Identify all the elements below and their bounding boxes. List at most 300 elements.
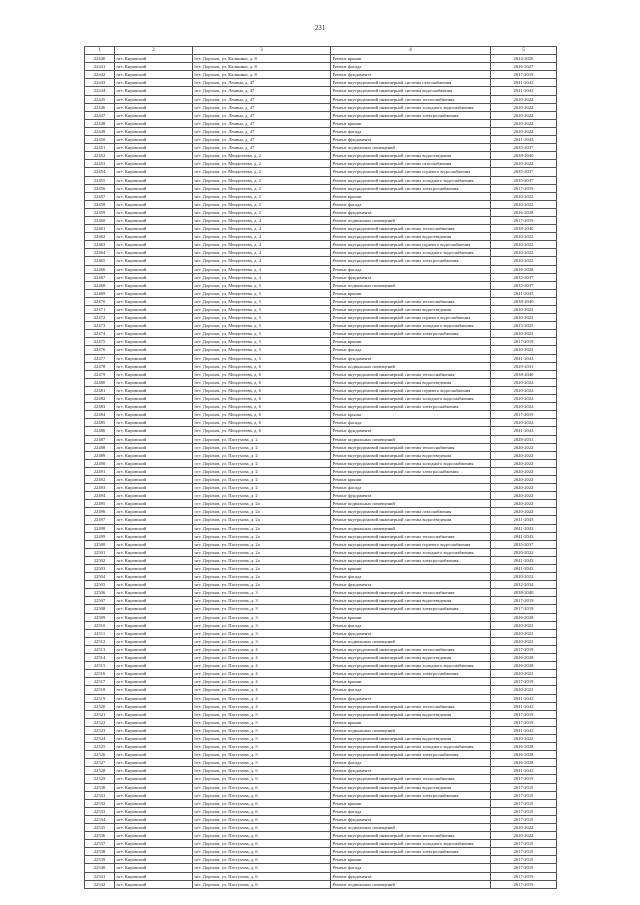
table-row (85, 184, 557, 192)
work-type-cell: Ремонт фундамента (331, 694, 491, 702)
work-type-cell: Ремонт внутридомовой инженерной системы электроснабжения (331, 556, 491, 564)
address-cell: пгт. Дорохов, ул. Менделеева, д. 6 (193, 411, 331, 419)
address-cell: пгт. Дорохов, ул. Ленина, д. 47 (193, 119, 331, 127)
municipality-cell: пгт. Кировский (115, 864, 193, 872)
row-number-cell: 22456 (85, 184, 115, 192)
period-cell: 2020-2022 (491, 621, 557, 629)
period-cell: 2017-2019 (491, 597, 557, 605)
address-cell: пгт. Дорохов, ул. Пастухова, д. 2 (193, 484, 331, 492)
municipality-cell: пгт. Кировский (115, 386, 193, 394)
work-type-cell: Ремонт фасада (331, 621, 491, 629)
municipality-cell: пгт. Кировский (115, 597, 193, 605)
row-number-cell: 22470 (85, 297, 115, 305)
period-cell: 2020-2022 (491, 824, 557, 832)
row-number-cell: 22458 (85, 200, 115, 208)
row-number-cell: 22523 (85, 726, 115, 734)
table-row (85, 136, 557, 144)
municipality-cell: пгт. Кировский (115, 306, 193, 314)
table-row (85, 322, 557, 330)
period-cell: 2017-2019 (491, 411, 557, 419)
period-cell: 2032-2034 (491, 581, 557, 589)
table-row (85, 95, 557, 103)
address-cell: пгт. Дорохов, ул. Пастухова, д. 3 (193, 605, 331, 613)
period-cell: 2020-2022 (491, 451, 557, 459)
work-type-cell: Ремонт фасада (331, 200, 491, 208)
address-cell: пгт. Дорохов, ул. Пастухова, д. 3 (193, 597, 331, 605)
table-row (85, 581, 557, 589)
municipality-cell: пгт. Кировский (115, 378, 193, 386)
municipality-cell: пгт. Кировский (115, 95, 193, 103)
municipality-cell: пгт. Кировский (115, 192, 193, 200)
row-number-cell: 22538 (85, 848, 115, 856)
table-row (85, 532, 557, 540)
work-type-cell: Ремонт подвальных помещений (331, 144, 491, 152)
column-header: 1 (85, 47, 115, 55)
address-cell: пгт. Дорохов, ул. Пастухова, д. 4 (193, 702, 331, 710)
table-row (85, 427, 557, 435)
address-cell: пгт. Дорохов, ул. Пастухова, д. 2а (193, 573, 331, 581)
municipality-cell: пгт. Кировский (115, 759, 193, 767)
period-cell: 2020-2022 (491, 241, 557, 249)
period-cell: 2026-2028 (491, 654, 557, 662)
row-number-cell: 22466 (85, 265, 115, 273)
work-type-cell: Ремонт внутридомовой инженерной системы электроснабжения (331, 257, 491, 265)
work-type-cell: Ремонт внутридомовой инженерной системы водоснабжения (331, 87, 491, 95)
table-row (85, 743, 557, 751)
work-type-cell: Ремонт крыши (331, 565, 491, 573)
address-cell: пгт. Дорохов, ул. Пастухова, д. 6 (193, 872, 331, 880)
row-number-cell: 22532 (85, 799, 115, 807)
row-number-cell: 22497 (85, 516, 115, 524)
municipality-cell: пгт. Кировский (115, 775, 193, 783)
work-type-cell: Ремонт внутридомовой инженерной системы электроснабжения (331, 184, 491, 192)
period-cell: 2017-2019 (491, 678, 557, 686)
work-type-cell: Ремонт внутридомовой инженерной системы горячего водоснабжения (331, 540, 491, 548)
period-cell: 2017-2019 (491, 783, 557, 791)
period-cell: 2017-2019 (491, 840, 557, 848)
municipality-cell: пгт. Кировский (115, 127, 193, 135)
table-row (85, 540, 557, 548)
table-row (85, 492, 557, 500)
municipality-cell: пгт. Кировский (115, 613, 193, 621)
municipality-cell: пгт. Кировский (115, 184, 193, 192)
address-cell: пгт. Дорохов, ул. Пастухова, д. 2 (193, 435, 331, 443)
table-row (85, 216, 557, 224)
period-cell: 2035-2037 (491, 168, 557, 176)
address-cell: пгт. Дорохов, ул. Пастухова, д. 3 (193, 629, 331, 637)
address-cell: пгт. Дорохов, ул. Пастухова, д. 5 (193, 743, 331, 751)
table-row (85, 459, 557, 467)
row-number-cell: 22502 (85, 556, 115, 564)
table-row (85, 192, 557, 200)
table-row (85, 314, 557, 322)
municipality-cell: пгт. Кировский (115, 87, 193, 95)
row-number-cell: 22540 (85, 864, 115, 872)
period-cell: 2017-2019 (491, 71, 557, 79)
table-row (85, 686, 557, 694)
table-row (85, 63, 557, 71)
work-type-cell: Ремонт фундамента (331, 767, 491, 775)
table-row (85, 119, 557, 127)
column-header: 5 (491, 47, 557, 55)
address-cell: пгт. Дорохов, ул. Ленина, д. 47 (193, 103, 331, 111)
work-type-cell: Ремонт внутридомовой инженерной системы водоотведения (331, 710, 491, 718)
address-cell: пгт. Дорохов, ул. Пастухова, д. 4 (193, 662, 331, 670)
table-row (85, 662, 557, 670)
table-row (85, 694, 557, 702)
address-cell: пгт. Дорохов, ул. Менделеева, д. 6 (193, 419, 331, 427)
period-cell: 2017-2019 (491, 872, 557, 880)
municipality-cell: пгт. Кировский (115, 548, 193, 556)
row-number-cell: 22542 (85, 880, 115, 888)
address-cell: пгт. Дорохов, ул. Пастухова, д. 5 (193, 734, 331, 742)
row-number-cell: 22512 (85, 637, 115, 645)
address-cell: пгт. Дорохов, ул. Ленина, д. 47 (193, 87, 331, 95)
work-type-cell: Ремонт внутридомовой инженерной системы газоснабжения (331, 79, 491, 87)
municipality-cell: пгт. Кировский (115, 370, 193, 378)
table-row (85, 524, 557, 532)
work-type-cell: Ремонт фасада (331, 573, 491, 581)
period-cell: 2035-2037 (491, 176, 557, 184)
municipality-cell: пгт. Кировский (115, 791, 193, 799)
row-number-cell: 22527 (85, 759, 115, 767)
municipality-cell: пгт. Кировский (115, 589, 193, 597)
work-type-cell: Ремонт внутридомовой инженерной системы водоотведения (331, 783, 491, 791)
period-cell: 2017-2019 (491, 184, 557, 192)
address-cell: пгт. Дорохов, ул. Пастухова, д. 4 (193, 670, 331, 678)
period-cell: 2020-2022 (491, 419, 557, 427)
municipality-cell: пгт. Кировский (115, 475, 193, 483)
row-number-cell: 22447 (85, 111, 115, 119)
work-type-cell: Ремонт фасада (331, 265, 491, 273)
municipality-cell: пгт. Кировский (115, 322, 193, 330)
period-cell: 2020-2022 (491, 443, 557, 451)
address-cell: пгт. Дорохов, ул. Менделеева, д. 6 (193, 378, 331, 386)
work-type-cell: Ремонт подвальных помещений (331, 362, 491, 370)
work-type-cell: Ремонт крыши (331, 192, 491, 200)
municipality-cell: пгт. Кировский (115, 467, 193, 475)
period-cell: 2017-2019 (491, 815, 557, 823)
address-cell: пгт. Дорохов, ул. Пастухова, д. 3 (193, 613, 331, 621)
table-row (85, 605, 557, 613)
period-cell: 2026-2028 (491, 613, 557, 621)
work-type-cell: Ремонт внутридомовой инженерной системы теплоснабжения (331, 702, 491, 710)
address-cell: пгт. Дорохов, ул. Менделеева, д. 4 (193, 216, 331, 224)
table-row (85, 548, 557, 556)
row-number-cell: 22471 (85, 306, 115, 314)
address-cell: пгт. Дорохов, ул. Пастухова, д. 2 (193, 475, 331, 483)
period-cell: 2041-2043 (491, 354, 557, 362)
work-type-cell: Ремонт фасада (331, 864, 491, 872)
row-number-cell: 22473 (85, 322, 115, 330)
municipality-cell: пгт. Кировский (115, 257, 193, 265)
work-type-cell: Ремонт фасада (331, 346, 491, 354)
work-type-cell: Ремонт внутридомовой инженерной системы электроснабжения (331, 605, 491, 613)
municipality-cell: пгт. Кировский (115, 654, 193, 662)
work-type-cell: Ремонт внутридомовой инженерной системы электроснабжения (331, 751, 491, 759)
row-number-cell: 22472 (85, 314, 115, 322)
row-number-cell: 22517 (85, 678, 115, 686)
municipality-cell: пгт. Кировский (115, 71, 193, 79)
municipality-cell: пгт. Кировский (115, 216, 193, 224)
period-cell: 2041-2043 (491, 726, 557, 734)
table-row (85, 775, 557, 783)
period-cell: 2020-2022 (491, 686, 557, 694)
work-type-cell: Ремонт внутридомовой инженерной системы водоотведения (331, 233, 491, 241)
period-cell: 2020-2022 (491, 459, 557, 467)
row-number-cell: 22446 (85, 103, 115, 111)
municipality-cell: пгт. Кировский (115, 443, 193, 451)
municipality-cell: пгт. Кировский (115, 289, 193, 297)
table-row (85, 241, 557, 249)
work-type-cell: Ремонт внутридомовой инженерной системы горячего водоснабжения (331, 386, 491, 394)
municipality-cell: пгт. Кировский (115, 524, 193, 532)
work-type-cell: Ремонт внутридомовой инженерной системы электроснабжения (331, 467, 491, 475)
address-cell: пгт. Дорохов, ул. Пастухова, д. 3 (193, 589, 331, 597)
municipality-cell: пгт. Кировский (115, 160, 193, 168)
address-cell: пгт. Дорохов, ул. Менделеева, д. 5 (193, 306, 331, 314)
address-cell: пгт. Дорохов, ул. Пастухова, д. 6 (193, 791, 331, 799)
period-cell: 2017-2019 (491, 775, 557, 783)
address-cell: пгт. Дорохов, ул. Менделеева, д. 6 (193, 370, 331, 378)
period-cell: 2020-2022 (491, 192, 557, 200)
work-type-cell: Ремонт внутридомовой инженерной системы водоотведения (331, 654, 491, 662)
address-cell: пгт. Дорохов, ул. Пастухова, д. 3 (193, 621, 331, 629)
address-cell: пгт. Дорохов, ул. Пастухова, д. 5 (193, 718, 331, 726)
table-row (85, 435, 557, 443)
work-type-cell: Ремонт подвальных помещений (331, 500, 491, 508)
period-cell: 2020-2022 (491, 346, 557, 354)
work-type-cell: Ремонт внутридомовой инженерной системы теплоснабжения (331, 95, 491, 103)
table-row (85, 807, 557, 815)
table-row (85, 378, 557, 386)
work-type-cell: Ремонт внутридомовой инженерной системы теплоснабжения (331, 775, 491, 783)
period-cell: 2017-2019 (491, 216, 557, 224)
address-cell: пгт. Дорохов, ул. Пастухова, д. 2а (193, 565, 331, 573)
row-number-cell: 22514 (85, 654, 115, 662)
period-cell: 2020-2022 (491, 306, 557, 314)
work-type-cell: Ремонт внутридомовой инженерной системы водоотведения (331, 152, 491, 160)
work-type-cell: Ремонт крыши (331, 411, 491, 419)
municipality-cell: пгт. Кировский (115, 662, 193, 670)
work-type-cell: Ремонт внутридомовой инженерной системы электроснабжения (331, 330, 491, 338)
work-type-cell: Ремонт фундамента (331, 427, 491, 435)
address-cell: пгт. Дорохов, ул. Пастухова, д. 5 (193, 710, 331, 718)
address-cell: пгт. Дорохов, ул. Пастухова, д. 6 (193, 824, 331, 832)
row-number-cell: 22488 (85, 443, 115, 451)
row-number-cell: 22534 (85, 815, 115, 823)
row-number-cell: 22516 (85, 670, 115, 678)
row-number-cell: 22509 (85, 613, 115, 621)
municipality-cell: пгт. Кировский (115, 540, 193, 548)
row-number-cell: 22475 (85, 338, 115, 346)
period-cell: 2017-2019 (491, 645, 557, 653)
period-cell: 2038-2040 (491, 297, 557, 305)
row-number-cell: 22454 (85, 168, 115, 176)
municipality-cell: пгт. Кировский (115, 532, 193, 540)
period-cell: 2020-2022 (491, 200, 557, 208)
period-cell: 2041-2043 (491, 516, 557, 524)
work-type-cell: Ремонт крыши (331, 678, 491, 686)
work-type-cell: Ремонт подвальных помещений (331, 435, 491, 443)
table-row (85, 864, 557, 872)
address-cell: пгт. Дорохов, ул. Пастухова, д. 4 (193, 686, 331, 694)
table-row (85, 225, 557, 233)
table-row (85, 475, 557, 483)
municipality-cell: пгт. Кировский (115, 362, 193, 370)
row-number-cell: 22474 (85, 330, 115, 338)
row-number-cell: 22520 (85, 702, 115, 710)
address-cell: пгт. Дорохов, ул. Калинина, д. 8 (193, 63, 331, 71)
municipality-cell: пгт. Кировский (115, 856, 193, 864)
table-row (85, 354, 557, 362)
row-number-cell: 22455 (85, 176, 115, 184)
table-row (85, 79, 557, 87)
period-cell: 2041-2043 (491, 694, 557, 702)
row-number-cell: 22482 (85, 395, 115, 403)
municipality-cell: пгт. Кировский (115, 807, 193, 815)
address-cell: пгт. Дорохов, ул. Пастухова, д. 6 (193, 864, 331, 872)
period-cell: 2020-2022 (491, 508, 557, 516)
table-row (85, 249, 557, 257)
period-cell: 2035-2037 (491, 281, 557, 289)
period-cell: 2017-2019 (491, 807, 557, 815)
work-type-cell: Ремонт фасада (331, 759, 491, 767)
table-row (85, 55, 557, 63)
work-type-cell: Ремонт внутридомовой инженерной системы теплоснабжения (331, 532, 491, 540)
address-cell: пгт. Дорохов, ул. Менделеева, д. 5 (193, 289, 331, 297)
table-row (85, 573, 557, 581)
municipality-cell: пгт. Кировский (115, 459, 193, 467)
period-cell: 2020-2022 (491, 670, 557, 678)
period-cell: 2020-2022 (491, 484, 557, 492)
row-number-cell: 22451 (85, 144, 115, 152)
work-type-cell: Ремонт внутридомовой инженерной системы горячего водоснабжения (331, 168, 491, 176)
table-row (85, 411, 557, 419)
table-row (85, 233, 557, 241)
work-type-cell: Ремонт фасада (331, 63, 491, 71)
period-cell: 2020-2022 (491, 467, 557, 475)
table-row (85, 467, 557, 475)
row-number-cell: 22518 (85, 686, 115, 694)
table-row (85, 848, 557, 856)
table-row (85, 484, 557, 492)
work-type-cell: Ремонт фасада (331, 807, 491, 815)
work-type-cell: Ремонт внутридомовой инженерной системы холодного водоснабжения (331, 395, 491, 403)
table-row (85, 330, 557, 338)
table-row (85, 160, 557, 168)
municipality-cell: пгт. Кировский (115, 55, 193, 63)
address-cell: пгт. Дорохов, ул. Менделеева, д. 4 (193, 225, 331, 233)
row-number-cell: 22496 (85, 508, 115, 516)
row-number-cell: 22536 (85, 832, 115, 840)
address-cell: пгт. Дорохов, ул. Ленина, д. 47 (193, 111, 331, 119)
work-type-cell: Ремонт фасада (331, 127, 491, 135)
address-cell: пгт. Дорохов, ул. Пастухова, д. 2 (193, 443, 331, 451)
municipality-cell: пгт. Кировский (115, 815, 193, 823)
municipality-cell: пгт. Кировский (115, 500, 193, 508)
table-row (85, 840, 557, 848)
municipality-cell: пгт. Кировский (115, 168, 193, 176)
period-cell: 2017-2019 (491, 791, 557, 799)
table-row (85, 200, 557, 208)
row-number-cell: 22441 (85, 63, 115, 71)
period-cell: 2041-2043 (491, 427, 557, 435)
work-type-cell: Ремонт фундамента (331, 492, 491, 500)
row-number-cell: 22476 (85, 346, 115, 354)
period-cell: 2041-2043 (491, 532, 557, 540)
address-cell: пгт. Дорохов, ул. Пастухова, д. 6 (193, 783, 331, 791)
table-row (85, 783, 557, 791)
address-cell: пгт. Дорохов, ул. Менделеева, д. 5 (193, 322, 331, 330)
row-number-cell: 22464 (85, 249, 115, 257)
table-row (85, 702, 557, 710)
table-row (85, 597, 557, 605)
table-row (85, 832, 557, 840)
table-row (85, 386, 557, 394)
table-row (85, 734, 557, 742)
period-cell: 2041-2043 (491, 767, 557, 775)
period-cell: 2020-2022 (491, 95, 557, 103)
municipality-cell: пгт. Кировский (115, 273, 193, 281)
table-row (85, 451, 557, 459)
address-cell: пгт. Дорохов, ул. Менделеева, д. 6 (193, 395, 331, 403)
table-row (85, 637, 557, 645)
address-cell: пгт. Дорохов, ул. Менделеева, д. 4 (193, 273, 331, 281)
municipality-cell: пгт. Кировский (115, 718, 193, 726)
row-number-cell: 22522 (85, 718, 115, 726)
column-header: 4 (331, 47, 491, 55)
row-number-cell: 22453 (85, 160, 115, 168)
address-cell: пгт. Дорохов, ул. Пастухова, д. 2а (193, 516, 331, 524)
period-cell: 2020-2022 (491, 832, 557, 840)
row-number-cell: 22457 (85, 192, 115, 200)
municipality-cell: пгт. Кировский (115, 686, 193, 694)
period-cell: 2020-2022 (491, 378, 557, 386)
address-cell: пгт. Дорохов, ул. Менделеева, д. 5 (193, 346, 331, 354)
municipality-cell: пгт. Кировский (115, 338, 193, 346)
address-cell: пгт. Дорохов, ул. Менделеева, д. 5 (193, 281, 331, 289)
address-cell: пгт. Дорохов, ул. Ленина, д. 47 (193, 79, 331, 87)
municipality-cell: пгт. Кировский (115, 144, 193, 152)
work-type-cell: Ремонт фундамента (331, 136, 491, 144)
address-cell: пгт. Дорохов, ул. Пастухова, д. 5 (193, 751, 331, 759)
municipality-cell: пгт. Кировский (115, 783, 193, 791)
work-type-cell: Ремонт внутридомовой инженерной системы электроснабжения (331, 791, 491, 799)
row-number-cell: 22499 (85, 532, 115, 540)
work-type-cell: Ремонт внутридомовой инженерной системы электроснабжения (331, 848, 491, 856)
period-cell: 2038-2040 (491, 370, 557, 378)
row-number-cell: 22519 (85, 694, 115, 702)
table-row (85, 152, 557, 160)
period-cell: 2020-2022 (491, 395, 557, 403)
period-cell: 2029-2031 (491, 362, 557, 370)
address-cell: пгт. Дорохов, ул. Пастухова, д. 2а (193, 548, 331, 556)
municipality-cell: пгт. Кировский (115, 451, 193, 459)
period-cell: 2020-2022 (491, 111, 557, 119)
table-row (85, 654, 557, 662)
address-cell: пгт. Дорохов, ул. Ленина, д. 47 (193, 136, 331, 144)
period-cell: 2035-2037 (491, 273, 557, 281)
table-row (85, 395, 557, 403)
table-row (85, 589, 557, 597)
municipality-cell: пгт. Кировский (115, 241, 193, 249)
period-cell: 2020-2022 (491, 386, 557, 394)
period-cell: 2029-2031 (491, 435, 557, 443)
table-row (85, 824, 557, 832)
table-row (85, 362, 557, 370)
municipality-cell: пгт. Кировский (115, 484, 193, 492)
